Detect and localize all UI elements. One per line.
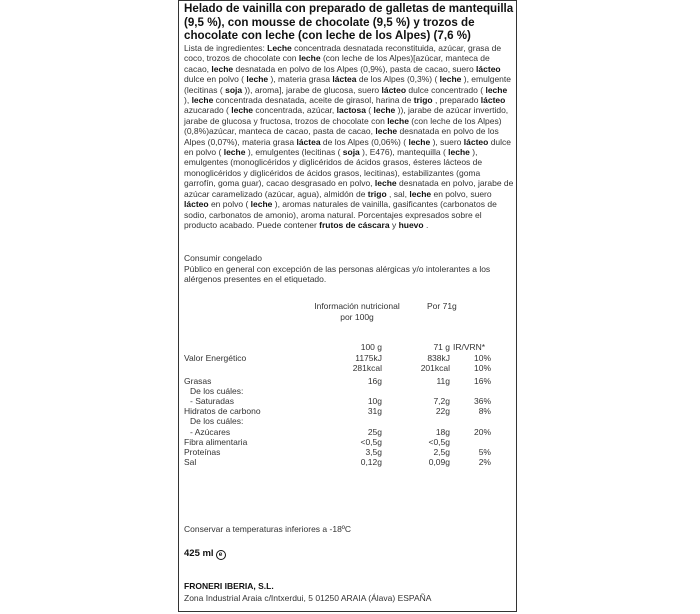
col-header-71g: 71 g: [433, 342, 450, 352]
allergen-highlight: leche: [298, 53, 321, 64]
allergen-highlight: frutos de cáscara: [319, 219, 390, 230]
allergen-highlight: soja: [342, 147, 360, 158]
col-header-ir: IR/VRN*: [453, 342, 486, 352]
value-per-100g: 281kcal: [352, 363, 382, 373]
ingredients-list: [184, 43, 514, 230]
allergen-highlight: lácteo: [476, 63, 501, 74]
ingredient-text: dulce concentrado (: [406, 84, 486, 95]
ingredient-text: (con leche de los Alpes) (0,8%)azúcar, manteca de cacao, pasta de cacao,: [184, 115, 502, 137]
value-ir: 36%: [473, 396, 491, 406]
product-title: Helado de vainilla con preparado de galletas de mantequilla (9,5 %), con mousse de chocolate (9,5 %) y trozos de chocolate con leche (con leche de los Alpes) (7,6 %): [184, 2, 514, 42]
value-per-portion: 0,09g: [428, 457, 450, 467]
col-header-100g: 100 g: [360, 342, 382, 352]
nutrient-label: Proteínas: [184, 447, 221, 457]
ingredient-text: ), emulgentes (monoglicéridos y diglicéridos de ácidos grasos, ésteres lácteos de monoglicéridos y diglicéridos de ácidos grasos, lecitinas), estabilizantes (goma garrofín, goma guar), cacao desgrasado en polvo,: [184, 147, 483, 189]
allergen-highlight: leche: [374, 178, 397, 189]
value-per-100g: 16g: [367, 376, 382, 386]
ingredient-text: )), jarabe de azúcar invertido, jarabe de glucosa y fructosa, trozos de chocolate con: [184, 105, 509, 126]
allergen-highlight: lactosa: [336, 105, 366, 116]
ingredient-text: ), materia grasa: [268, 74, 333, 85]
allergen-highlight: láctea: [332, 74, 357, 85]
nutrient-label: Valor Energético: [184, 353, 247, 363]
ingredient-text: desnatada en polvo, jarabe de azúcar caramelizado (azúcar, agua), almidón de: [184, 178, 514, 199]
allergen-highlight: huevo: [398, 219, 424, 230]
ingredient-text: y: [389, 219, 399, 230]
value-per-portion: 7,2g: [433, 396, 450, 406]
ingredient-text: en polvo (: [208, 199, 251, 210]
nutrient-label: Fibra alimentaria: [184, 437, 248, 447]
value-ir: 8%: [478, 406, 491, 416]
ingredient-text: de los Alpes (0,3%) (: [356, 74, 440, 85]
nutrient-label: De los cuáles:: [190, 386, 244, 396]
volume-value: 425 ml: [184, 548, 214, 559]
allergen-highlight: leche: [408, 136, 431, 147]
allergen-highlight: leche: [191, 95, 214, 106]
ingredient-text: ), suero: [430, 136, 464, 147]
allergen-highlight: trigo: [367, 188, 387, 199]
company-name: FRONERI IBERIA, S.L.: [184, 581, 274, 591]
ingredient-text: desnatada en polvo de los Alpes (0,07%), materia grasa: [184, 126, 499, 147]
ingredient-text: , preparado: [432, 95, 481, 106]
nutrient-label: Sal: [184, 457, 197, 467]
ingredient-text: concentrada, azúcar,: [253, 105, 337, 116]
nutrient-label: - Azúcares: [190, 427, 231, 437]
value-per-100g: 1175kJ: [355, 353, 382, 363]
header-per-100g: Información nutricional por 100g: [314, 301, 400, 322]
value-ir: 16%: [473, 376, 491, 386]
nutrient-label: - Saturadas: [190, 396, 234, 406]
value-per-100g: 31g: [367, 406, 382, 416]
ingredient-text: concentrada desnatada, aceite de girasol, harina de: [213, 95, 414, 106]
allergen-highlight: leche: [387, 115, 409, 126]
ingredient-text: ), E476), mantequilla (: [359, 147, 449, 158]
ingredient-text: ), emulgente (lecitinas (: [184, 74, 512, 95]
company-address: Zona Industrial Araia c/Intxerdui, 5 01250 ARAIA (Álava) ESPAÑA: [184, 593, 432, 603]
allergen-highlight: lácteo: [381, 84, 407, 95]
allergen-highlight: leche: [250, 199, 273, 210]
allergen-highlight: leche: [211, 63, 234, 74]
value-per-portion: 18g: [435, 427, 450, 437]
value-per-portion: 838kJ: [427, 353, 450, 363]
allergen-highlight: leche: [439, 74, 462, 85]
value-ir: 20%: [473, 427, 491, 437]
allergen-highlight: lácteo: [480, 95, 506, 106]
nutrient-label: Grasas: [184, 376, 212, 386]
allergen-highlight: lácteo: [463, 136, 489, 147]
ingredient-text: dulce en polvo (: [184, 136, 512, 158]
allergen-highlight: láctea: [296, 136, 321, 147]
value-per-100g: 25g: [367, 427, 382, 437]
nutrient-label: De los cuáles:: [190, 416, 244, 426]
allergen-highlight: Leche: [267, 43, 292, 53]
value-ir: 2%: [478, 457, 491, 467]
value-ir: 10%: [473, 353, 491, 363]
ingredient-text: ), aromas naturales de vainilla, gasificantes (carbonatos de sodio, carbonatos de amonio), aroma natural. Porcentajes expresados sobre el producto acabado. Puede contener: [184, 199, 497, 230]
allergen-highlight: leche: [246, 74, 269, 85]
allergen-highlight: leche: [373, 105, 396, 116]
ingredient-text: concentrada desnatada reconstituida, azúcar, grasa de coco, trozos de chocolate con: [184, 43, 502, 64]
ingredient-text: )), aroma], jarabe de glucosa, suero: [242, 84, 382, 95]
value-per-100g: <0,5g: [360, 437, 382, 447]
ingredient-text: desnatada en polvo de los Alpes (0,9%), pasta de cacao, suero: [233, 63, 477, 74]
allergen-highlight: soja: [225, 84, 243, 95]
consume-note: Consumir congelado: [184, 253, 262, 263]
ingredient-text: Lista de ingredientes:: [184, 43, 268, 53]
value-per-100g: 10g: [367, 396, 382, 406]
value-ir: 10%: [473, 363, 491, 373]
allergen-highlight: leche: [223, 147, 246, 158]
ingredient-text: (con leche de los Alpes)[azúcar, manteca de cacao,: [184, 53, 490, 74]
storage-note: Conservar a temperaturas inferiores a -18ºC: [184, 524, 352, 534]
allergen-highlight: lácteo: [184, 199, 209, 210]
value-per-portion: 201kcal: [420, 363, 450, 373]
ingredient-text: .: [423, 219, 429, 230]
ingredient-text: en polvo, suero: [431, 188, 492, 199]
ingredient-text: , sal,: [386, 188, 410, 199]
value-ir: 5%: [478, 447, 491, 457]
value-per-portion: 2,5g: [433, 447, 450, 457]
allergen-highlight: leche: [485, 84, 508, 95]
net-volume: [184, 548, 226, 560]
value-per-100g: 0,12g: [360, 457, 382, 467]
estimated-e-mark-icon: e: [216, 550, 226, 560]
allergen-note: Público en general con excepción de las personas alérgicas y/o intolerantes a los alérgenos presentes en el etiquetado.: [184, 264, 491, 285]
ingredient-text: (: [365, 105, 374, 116]
ingredient-text: dulce en polvo (: [184, 74, 247, 85]
allergen-highlight: trigo: [413, 95, 433, 106]
ingredient-text: ),: [184, 95, 192, 106]
allergen-highlight: leche: [231, 105, 253, 116]
nutrient-label: Hidratos de carbono: [184, 406, 261, 416]
value-per-portion: 11g: [436, 376, 450, 386]
header-per-portion: Por 71g: [427, 301, 457, 311]
allergen-highlight: leche: [375, 126, 398, 137]
value-per-portion: 22g: [435, 406, 450, 416]
allergen-highlight: leche: [409, 188, 432, 199]
allergen-highlight: leche: [448, 147, 470, 158]
value-per-portion: <0,5g: [428, 437, 450, 447]
ingredient-text: ), emulgentes (lecitinas (: [245, 147, 343, 158]
ingredient-text: azucarado (: [184, 105, 232, 116]
ingredient-text: de los Alpes (0,06%) (: [320, 136, 409, 147]
value-per-100g: 3,5g: [365, 447, 382, 457]
